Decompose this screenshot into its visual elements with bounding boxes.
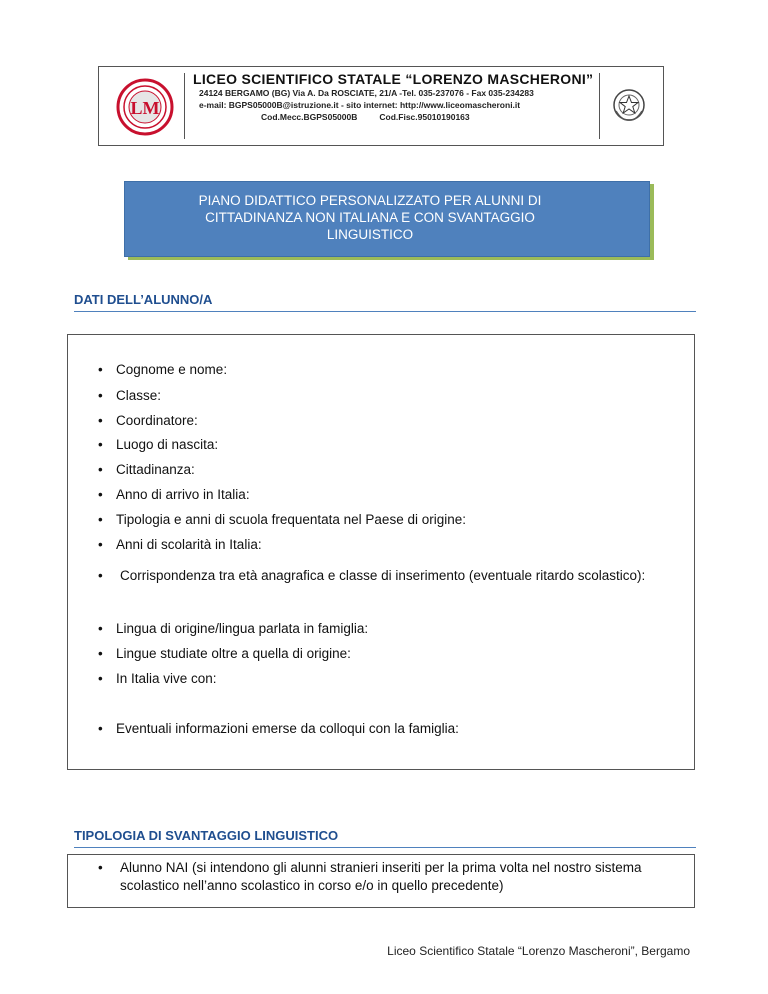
list-item: • Alunno NAI (si intendono gli alunni stranieri inseriti per la prima volta nel nostro sistema scolastico nell’anno scolastico in corso e/o in quello precedente): [98, 860, 642, 893]
school-address: 24124 BERGAMO (BG) Via A. Da ROSCIATE, 21/A -Tel. 035-237076 - Fax 035-234283: [199, 88, 534, 98]
bullet: •: [98, 860, 103, 875]
italian-emblem-icon: [612, 87, 646, 123]
list-item: • Corrispondenza tra età anagrafica e classe di inserimento (eventuale ritardo scolastico):: [98, 568, 646, 583]
school-cod-fisc: Cod.Fisc.95010190163: [379, 112, 470, 122]
list-item: • Cognome e nome:: [98, 362, 228, 377]
bullet: •: [98, 437, 103, 452]
list-item: • Classe:: [98, 388, 162, 403]
republic-emblem: [599, 73, 657, 139]
page-footer: Liceo Scientifico Statale “Lorenzo Mascheroni”, Bergamo: [387, 944, 690, 958]
bullet: •: [98, 512, 103, 527]
school-logo-icon: [115, 77, 175, 137]
bullet: •: [98, 413, 103, 428]
bullet: •: [98, 646, 103, 661]
bullet: •: [98, 537, 103, 552]
section-heading-student-data: DATI DELL’ALUNNO/A: [74, 292, 696, 312]
section-heading-linguistic-disadvantage: TIPOLOGIA DI SVANTAGGIO LINGUISTICO: [74, 828, 696, 848]
bullet: •: [98, 462, 103, 477]
school-codes: [193, 111, 593, 123]
list-item: • Coordinatore:: [98, 413, 198, 428]
letterhead-text: [193, 71, 593, 123]
list-item: • Anni di scolarità in Italia:: [98, 537, 262, 552]
list-item: • Cittadinanza:: [98, 462, 195, 477]
list-item: • Tipologia e anni di scuola frequentata nel Paese di origine:: [98, 512, 466, 527]
bullet: •: [98, 621, 103, 636]
list-item: • Lingue studiate oltre a quella di origine:: [98, 646, 351, 661]
list-item: • In Italia vive con:: [98, 671, 217, 686]
linguistic-disadvantage-box: [67, 854, 695, 908]
school-contacts: e-mail: BGPS05000B@istruzione.it - sito internet: http://www.liceomascheroni.it: [199, 100, 521, 110]
student-data-box: [67, 334, 695, 770]
bullet: •: [98, 721, 103, 736]
school-name: LICEO SCIENTIFICO STATALE “LORENZO MASCHERONI”: [193, 71, 594, 87]
bullet: •: [98, 388, 103, 403]
list-item: • Anno di arrivo in Italia:: [98, 487, 250, 502]
bullet: •: [98, 671, 103, 686]
list-item: • Luogo di nascita:: [98, 437, 219, 452]
document-title-line-2: CITTADINANZA NON ITALIANA E CON SVANTAGGIO: [205, 210, 535, 225]
list-item: • Lingua di origine/lingua parlata in famiglia:: [98, 621, 369, 636]
bullet: •: [98, 487, 103, 502]
bullet: •: [98, 568, 103, 583]
bullet: •: [98, 362, 103, 377]
document-title-box: [124, 181, 650, 257]
document-title-line-1: PIANO DIDATTICO PERSONALIZZATO PER ALUNNI DI: [198, 193, 542, 208]
school-logo: [105, 73, 185, 139]
document-title-line-3: LINGUISTICO: [326, 227, 414, 242]
school-cod-mecc: Cod.Mecc.BGPS05000B: [261, 112, 358, 122]
list-item: • Eventuali informazioni emerse da colloqui con la famiglia:: [98, 721, 459, 736]
letterhead: [98, 66, 664, 146]
svg-text:LM: LM: [130, 98, 160, 118]
